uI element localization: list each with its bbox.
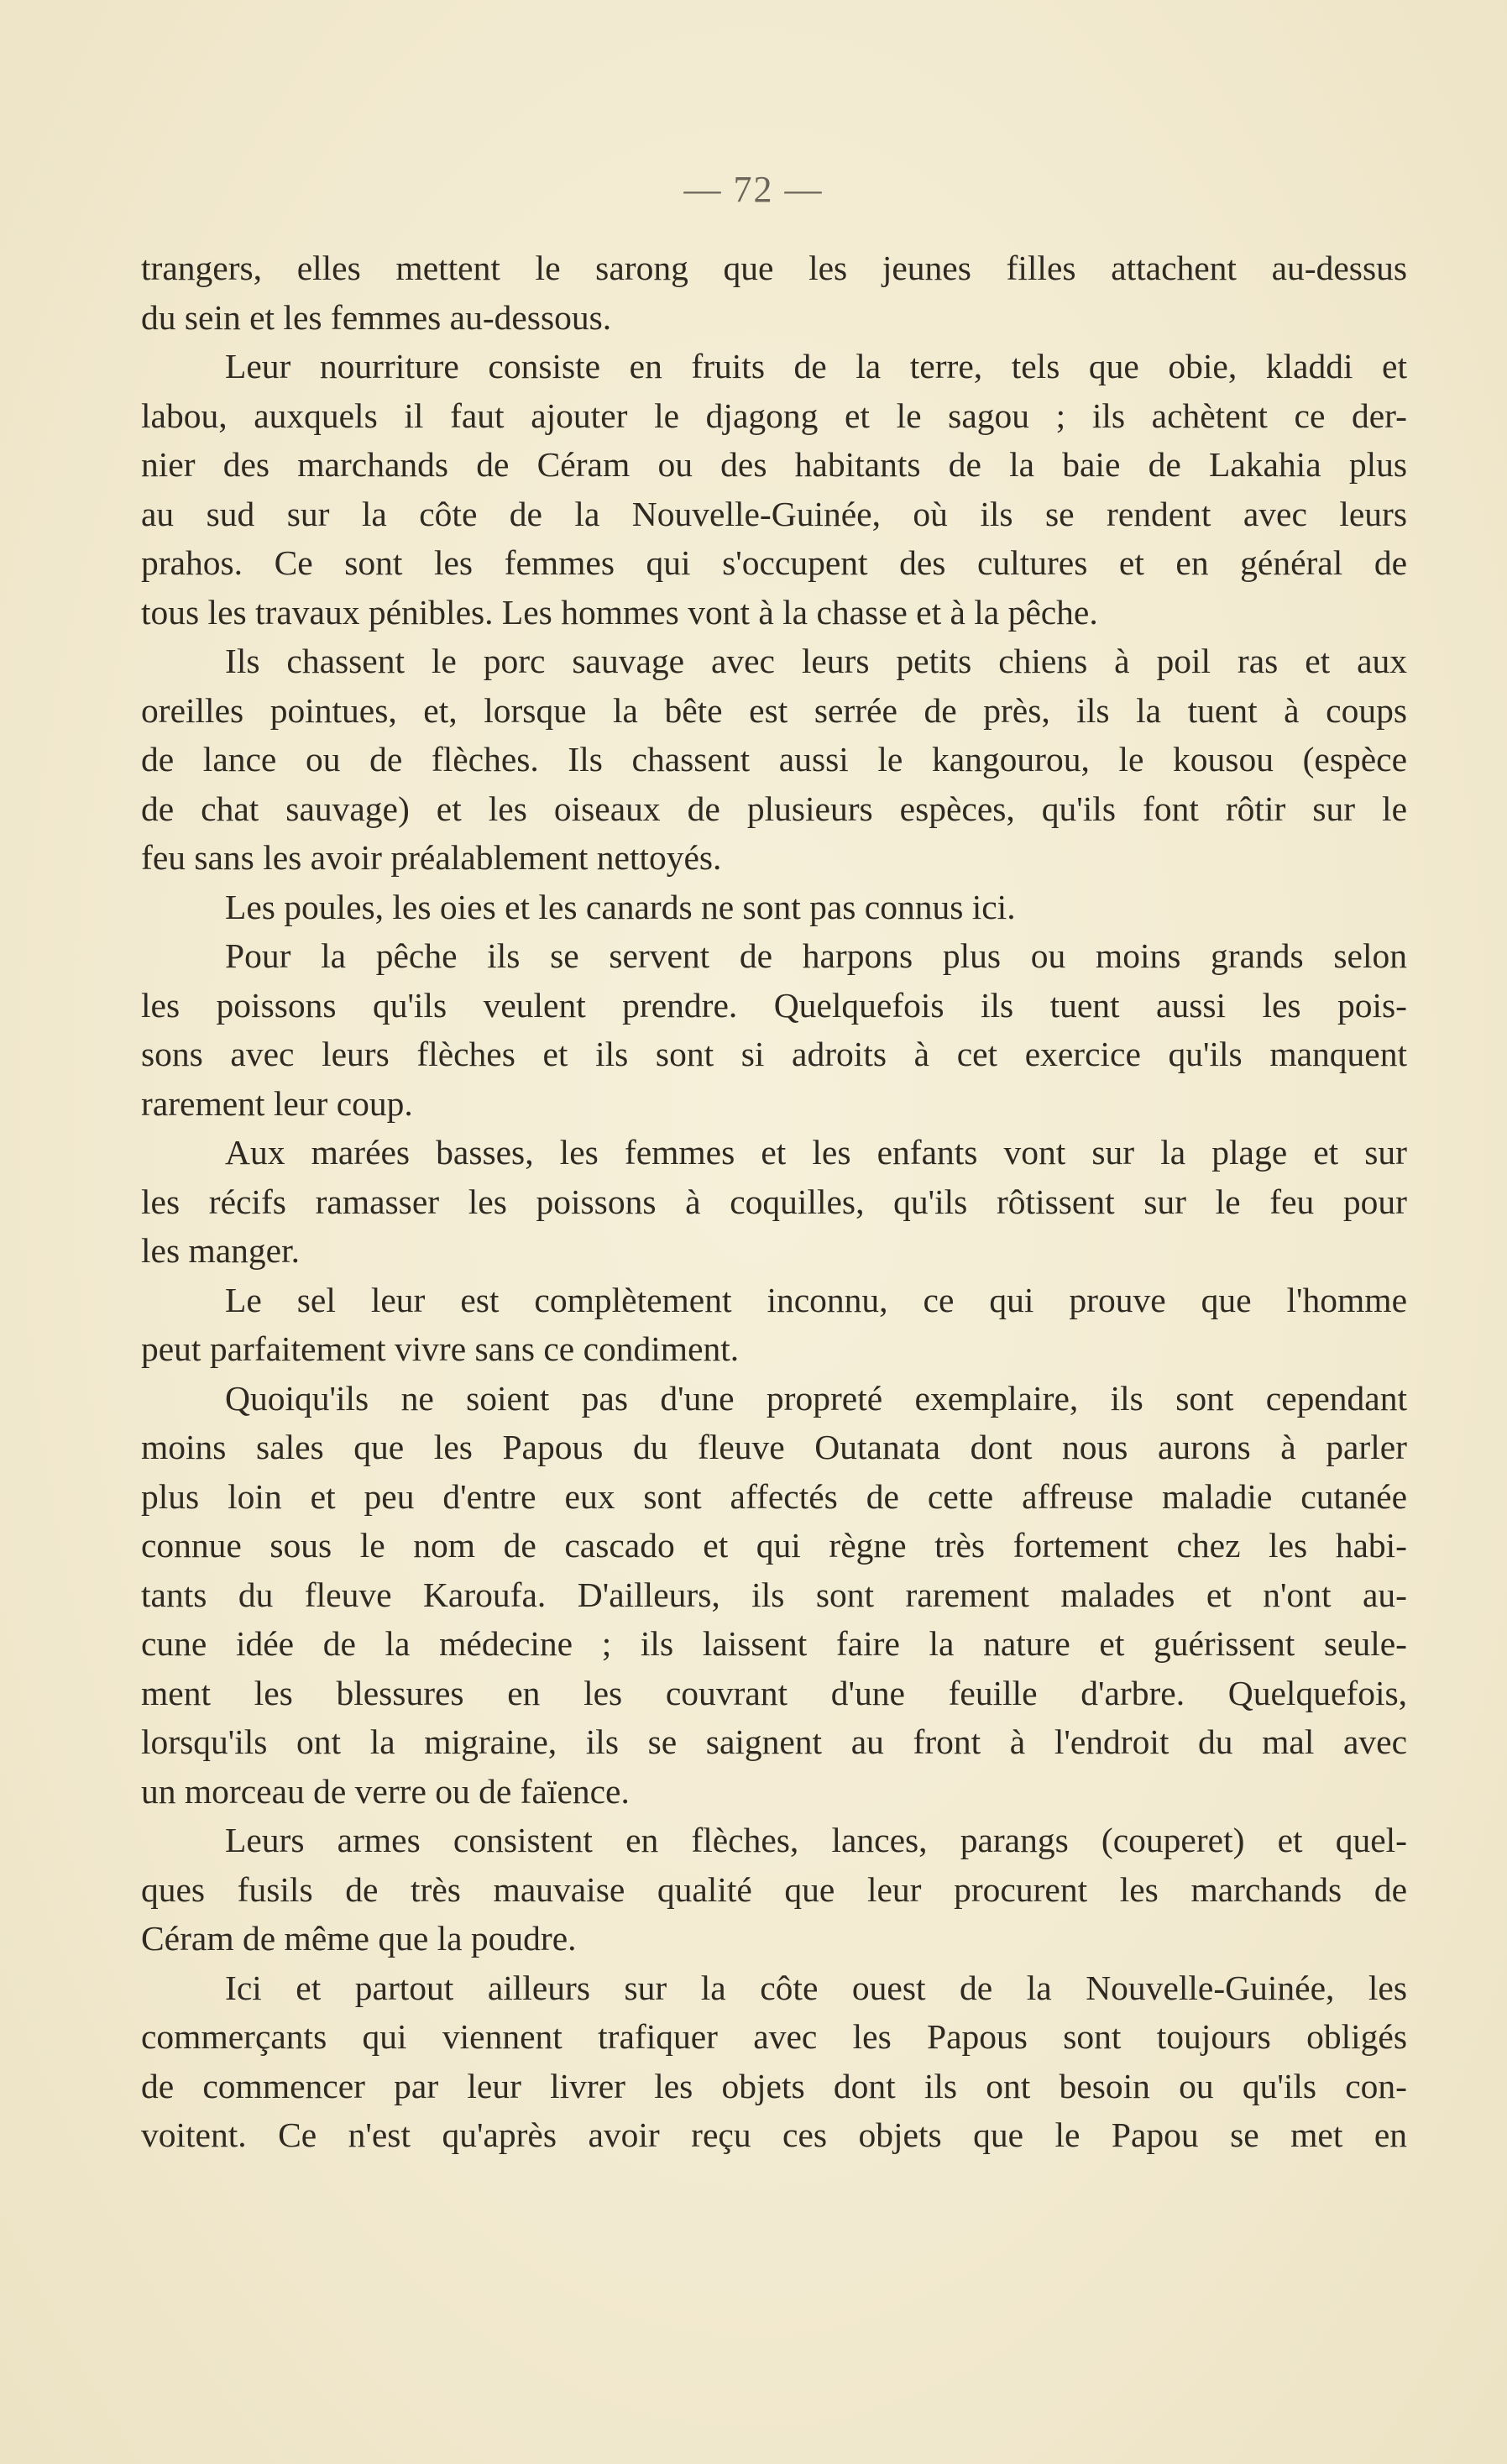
text-line: au sud sur la côte de la Nouvelle-Guinée, où ils se rendent avec leurs [141, 494, 1407, 533]
text-line: Le sel leur est complètement inconnu, ce qui prouve que l'homme [225, 1280, 1407, 1319]
text-line: nier des marchands de Céram ou des habitants de la baie de Lakahia plus [141, 445, 1407, 484]
text-line: les récifs ramasser les poissons à coquilles, qu'ils rôtissent sur le feu pour [141, 1182, 1407, 1221]
text-line: tous les travaux pénibles. Les hommes vont à la chasse et à la pêche. [141, 592, 1098, 632]
paragraph [141, 1276, 1407, 1374]
text-line: tants du fleuve Karoufa. D'ailleurs, ils sont rarement malades et n'ont au- [141, 1575, 1407, 1614]
text-line: Aux marées basses, les femmes et les enfants vont sur la plage et sur [225, 1133, 1407, 1172]
text-line: ques fusils de très mauvaise qualité que leur procurent les marchands de [141, 1869, 1407, 1909]
paragraph [141, 1816, 1407, 1963]
text-line: Ici et partout ailleurs sur la côte ouest de la Nouvelle-Guinée, les [225, 1968, 1407, 2007]
text-line: les poissons qu'ils veulent prendre. Quelquefois ils tuent aussi les pois- [141, 985, 1407, 1025]
text-line: de lance ou de flèches. Ils chassent aussi le kangourou, le kousou (espèce [141, 740, 1407, 779]
text-line: rarement leur coup. [141, 1083, 413, 1123]
page-number: — 72 — [683, 169, 824, 210]
text-line: commerçants qui viennent trafiquer avec les Papous sont toujours obligés [141, 2017, 1407, 2056]
text-line: lorsqu'ils ont la migraine, ils se saignent au front à l'endroit du mal avec [141, 1722, 1407, 1761]
text-line: du sein et les femmes au-dessous. [141, 297, 612, 337]
body-text [141, 244, 1407, 2160]
text-line: Leur nourriture consiste en fruits de la terre, tels que obie, kladdi et [225, 347, 1407, 385]
paragraph [141, 883, 1407, 932]
paragraph [141, 931, 1407, 1128]
text-line: Les poules, les oies et les canards ne sont pas connus ici. [225, 887, 1016, 926]
text-line: plus loin et peu d'entre eux sont affectés de cette affreuse maladie cutanée [141, 1476, 1407, 1516]
text-line: cune idée de la médecine ; ils laissent faire la nature et guérissent seule- [141, 1624, 1407, 1663]
paragraph [141, 1128, 1407, 1276]
text-line: moins sales que les Papous du fleuve Outanata dont nous aurons à parler [141, 1428, 1407, 1466]
paragraph [141, 637, 1407, 883]
text-line: sons avec leurs flèches et ils sont si adroits à cet exercice qu'ils manquent [141, 1035, 1407, 1073]
paragraph [141, 1374, 1407, 1817]
text-line: de chat sauvage) et les oiseaux de plusieurs espèces, qu'ils font rôtir sur le [141, 789, 1407, 828]
text-line: Pour la pêche ils se servent de harpons plus ou moins grands selon [225, 936, 1407, 975]
text-line: les manger. [141, 1231, 300, 1270]
paragraph [141, 1963, 1407, 2160]
text-line: feu sans les avoir préalablement nettoyés. [141, 838, 722, 877]
text-line: connue sous le nom de cascado et qui règne très fortement chez les habi- [141, 1526, 1407, 1565]
text-line: oreilles pointues, et, lorsque la bête est serrée de près, ils la tuent à coups [141, 690, 1407, 730]
paragraph [141, 244, 1407, 342]
paragraph [141, 342, 1407, 637]
text-line: Ils chassent le porc sauvage avec leurs petits chiens à poil ras et aux [225, 642, 1407, 680]
text-line: trangers, elles mettent le sarong que les jeunes filles attachent au-dessus [141, 249, 1407, 287]
text-line: Quoiqu'ils ne soient pas d'une propreté exemplaire, ils sont cependant [225, 1378, 1407, 1418]
text-line: labou, auxquels il faut ajouter le djagong et le sagou ; ils achètent ce der- [141, 396, 1407, 435]
text-line: peut parfaitement vivre sans ce condiment. [141, 1329, 740, 1368]
text-line: de commencer par leur livrer les objets dont ils ont besoin ou qu'ils con- [141, 2066, 1407, 2105]
text-line: ment les blessures en les couvrant d'une feuille d'arbre. Quelquefois, [141, 1673, 1407, 1712]
text-line: prahos. Ce sont les femmes qui s'occupent des cultures et en général de [141, 543, 1407, 582]
text-line: un morceau de verre ou de faïence. [141, 1771, 630, 1811]
text-line: voitent. Ce n'est qu'après avoir reçu ces objets que le Papou se met en [141, 2115, 1407, 2154]
text-line: Leurs armes consistent en flèches, lances, parangs (couperet) et quel- [225, 1821, 1407, 1859]
text-line: Céram de même que la poudre. [141, 1919, 577, 1958]
